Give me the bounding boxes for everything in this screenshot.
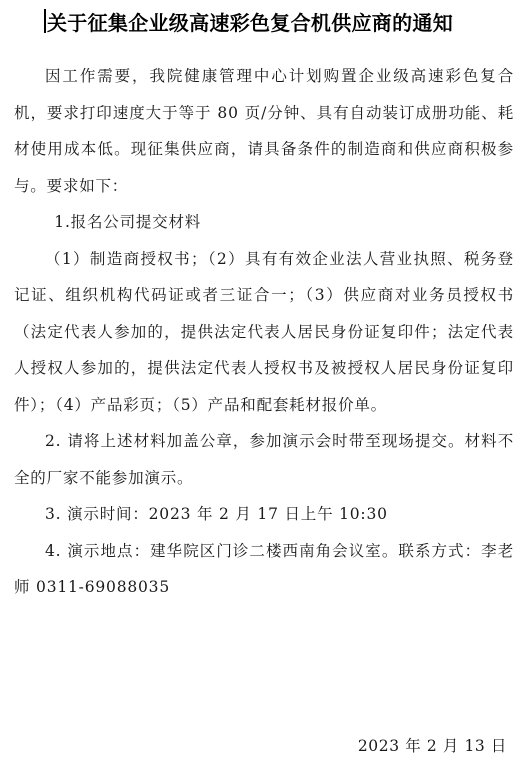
title-row — [44, 6, 514, 36]
item-3-paragraph: 3. 演示时间：2023 年 2 月 17 日上午 10:30 — [45, 505, 388, 523]
document-title: 关于征集企业级高速彩色复合机供应商的通知 — [47, 10, 453, 35]
intro-paragraph: 因工作需要，我院健康管理中心计划购置企业级高速彩色复合机，要求打印速度大于等于 80 页/分钟、具有自动装订成册功能、耗材使用成本低。现征集供应商，请具备条件的制造商和供应商积极参与。要求如下： — [14, 67, 514, 195]
item-1-heading: 1.报名公司提交材料 — [54, 213, 202, 231]
document-date: 2023 年 2 月 13 日 — [357, 737, 507, 755]
text-cursor — [44, 9, 46, 33]
document-body — [14, 58, 514, 606]
item-1-body: （1）制造商授权书；（2）具有有效企业法人营业执照、税务登记证、组织机构代码证或者三证合一；（3）供应商对业务员授权书（法定代表人参加的，提供法定代表人居民身份证复印件；法定代表人授权人参加的，提供法定代表人授权书及被授权人居民身份证复印件）；（4）产品彩页；（5）产品和配套耗材报价单。 — [14, 249, 514, 414]
item-2-paragraph: 2. 请将上述材料加盖公章，参加演示会时带至现场提交。材料不全的厂家不能参加演示。 — [14, 432, 514, 487]
item-4-paragraph: 4. 演示地点：建华院区门诊二楼西南角会议室。联系方式：李老师 0311-69088035 — [14, 541, 514, 596]
